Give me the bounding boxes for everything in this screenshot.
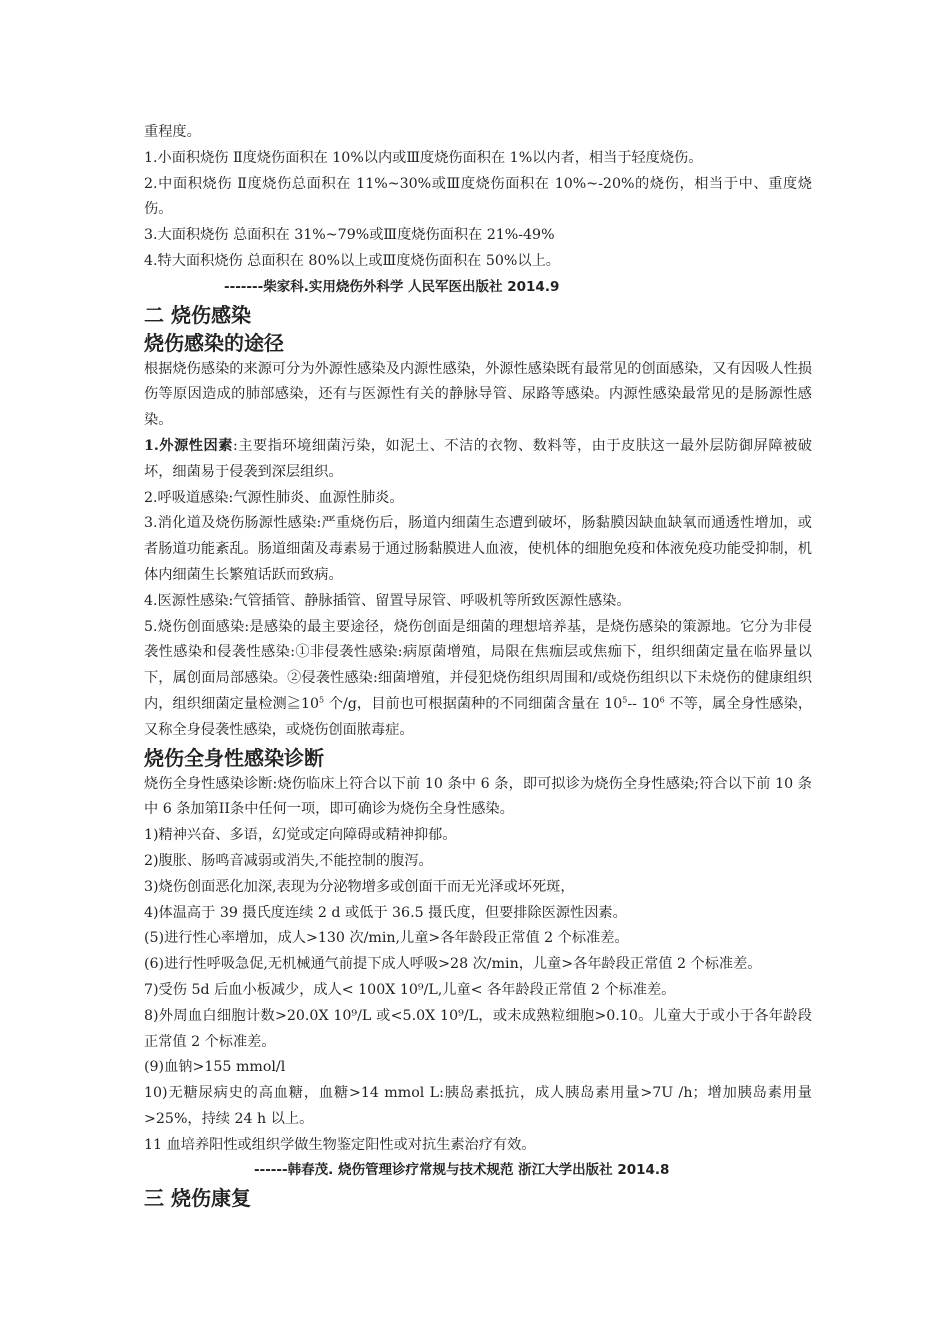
section-heading-rehabilitation: 三 烧伤康复 [144,1186,251,1211]
document-body [144,120,812,1212]
route-item-5-part-c: -- 10 [627,695,660,712]
criterion-item: 2)腹胀、肠鸣音减弱或消失,不能控制的腹泻。 [144,852,433,869]
section-heading-infection: 二 烧伤感染 [144,302,251,327]
route-item-2: 2.呼吸道感染:气源性肺炎、血源性肺炎。 [144,489,404,506]
citation-chai: -------柴家科.实用烧伤外科学 人民军医出版社 2014.9 [224,278,560,295]
superscript-exponent: 5 [622,695,628,705]
paragraph-infection-intro: 根据烧伤感染的来源可分为外源性感染及内源性感染，外源性感染既有最常见的创面感染，又有因吸人性损伤等原因造成的肺部感染，还有与医源性有关的静脉导管、尿路等感染。内源性感染最常见的是肠源性感染。 [144,360,812,429]
superscript-exponent: 6 [659,695,665,705]
route-item-3: 3.消化道及烧伤肠源性感染:严重烧伤后，肠道内细菌生态遭到破坏，肠黏膜因缺血缺氧而通透性增加，或者肠道功能紊乱。肠道细菌及毒素易于通过肠黏膜进人血液，使机体的细胞免疫和体液免疫功能受抑制，机体内细菌生长繁殖话跃而致病。 [144,515,812,583]
severity-item-1: 1.小面积烧伤 Ⅱ度烧伤面积在 10%以内或Ⅲ度烧伤面积在 1%以内者，相当于轻度烧伤。 [144,149,703,166]
route-item-1-text: :主要指环境细菌污染，如泥土、不洁的衣物、数料等，由于皮肤这一最外层防御屏障被破坏，细菌易于侵袭到深层组织。 [144,437,812,480]
criterion-item: (6)进行性呼吸急促,无机械通气前提下成人呼吸>28 次/min，儿童>各年龄段正常值 2 个标准差。 [144,956,762,973]
paragraph-diagnosis-intro: 烧伤全身性感染诊断:烧伤临床上符合以下前 10 条中 6 条，即可拟诊为烧伤全身性感染;符合以下前 10 条中 6 条加第II条中任何一项，即可确诊为烧伤全身性感染。 [144,775,812,818]
criterion-item: (5)进行性心率增加，成人>130 次/min,儿童>各年龄段正常值 2 个标准差。 [144,930,629,947]
superscript-exponent: 5 [319,695,325,705]
route-item-5-part-b: 个/g，目前也可根据菌种的不同细菌含量在 10 [324,695,623,712]
criterion-item: 3)烧伤创面恶化加深,表现为分泌物增多或创面干而无光泽或坏死斑， [144,878,575,895]
citation-han: ------韩春茂. 烧伤管理诊疗常规与技术规范 浙江大学出版社 2014.8 [254,1162,670,1179]
criterion-item: (9)血钠>155 mmol/l [144,1059,286,1076]
severity-item-2: 2.中面积烧伤 Ⅱ度烧伤总面积在 11%~30%或Ⅲ度烧伤面积在 10%~-20%的烧伤，相当于中、重度烧伤。 [144,175,812,218]
criterion-item: 11 血培养阳性或组织学做生物鉴定阳性或对抗生素治疗有效。 [144,1136,536,1153]
subheading-infection-route: 烧伤感染的途径 [144,330,284,355]
paragraph-severity-tail: 重程度。 [144,124,201,140]
severity-item-3: 3.大面积烧伤 总面积在 31%~79%或Ⅲ度烧伤面积在 21%-49% [144,227,555,244]
route-item-5-part-d: 不等，属全身性感染，又称全身侵袭性感染，或烧伤创面脓毒症。 [144,695,813,738]
route-item-5 [144,615,812,744]
route-item-4: 4.医源性感染:气管插管、静脉插管、留置导尿管、呼吸机等所致医源性感染。 [144,592,631,609]
criterion-item: 7)受伤 5d 后血小板减少，成人< 100X 10⁹/L,儿童< 各年龄段正常值 2 个标准差。 [144,981,676,998]
route-item-5-part-a: 5.烧伤创面感染:是感染的最主要途径，烧伤创面是细菌的理想培养基，是烧伤感染的策源地。它分为非侵袭性感染和侵袭性感染:①非侵袭性感染:病原菌增殖，局限在焦痂层或焦痂下，组织细菌定量在临界量以下，属创面局部感染。②侵袭性感染:细菌增殖，并侵犯烧伤组织周围和/或烧伤组织以下未烧伤的健康组织内，组织细菌定量检测≧10 [144,618,812,712]
route-item-1-lead: 1.外源性因素 [144,437,233,454]
severity-item-4: 4.特大面积烧伤 总面积在 80%以上或Ⅲ度烧伤面积在 50%以上。 [144,252,560,269]
criterion-item: 1)精神兴奋、多语，幻觉或定向障碍或精神抑郁。 [144,827,457,844]
subheading-systemic-diagnosis: 烧伤全身性感染诊断 [144,745,324,770]
criterion-item: 4)体温高于 39 摄氏度连续 2 d 或低于 36.5 摄氏度，但要排除医源性因素。 [144,904,627,921]
criterion-item: 8)外周血白细胞计数>20.0X 10⁹/L 或<5.0X 10⁹/L，或未成熟粒细胞>0.10。儿童大于或小于各年龄段正常值 2 个标准差。 [144,1007,812,1050]
criterion-item: 10)无糖尿病史的高血糖，血糖>14 mmol L:胰岛素抵抗，成人胰岛素用量>7U /h；增加胰岛素用量>25%，持续 24 h 以上。 [144,1085,812,1127]
route-item-1 [144,434,812,486]
